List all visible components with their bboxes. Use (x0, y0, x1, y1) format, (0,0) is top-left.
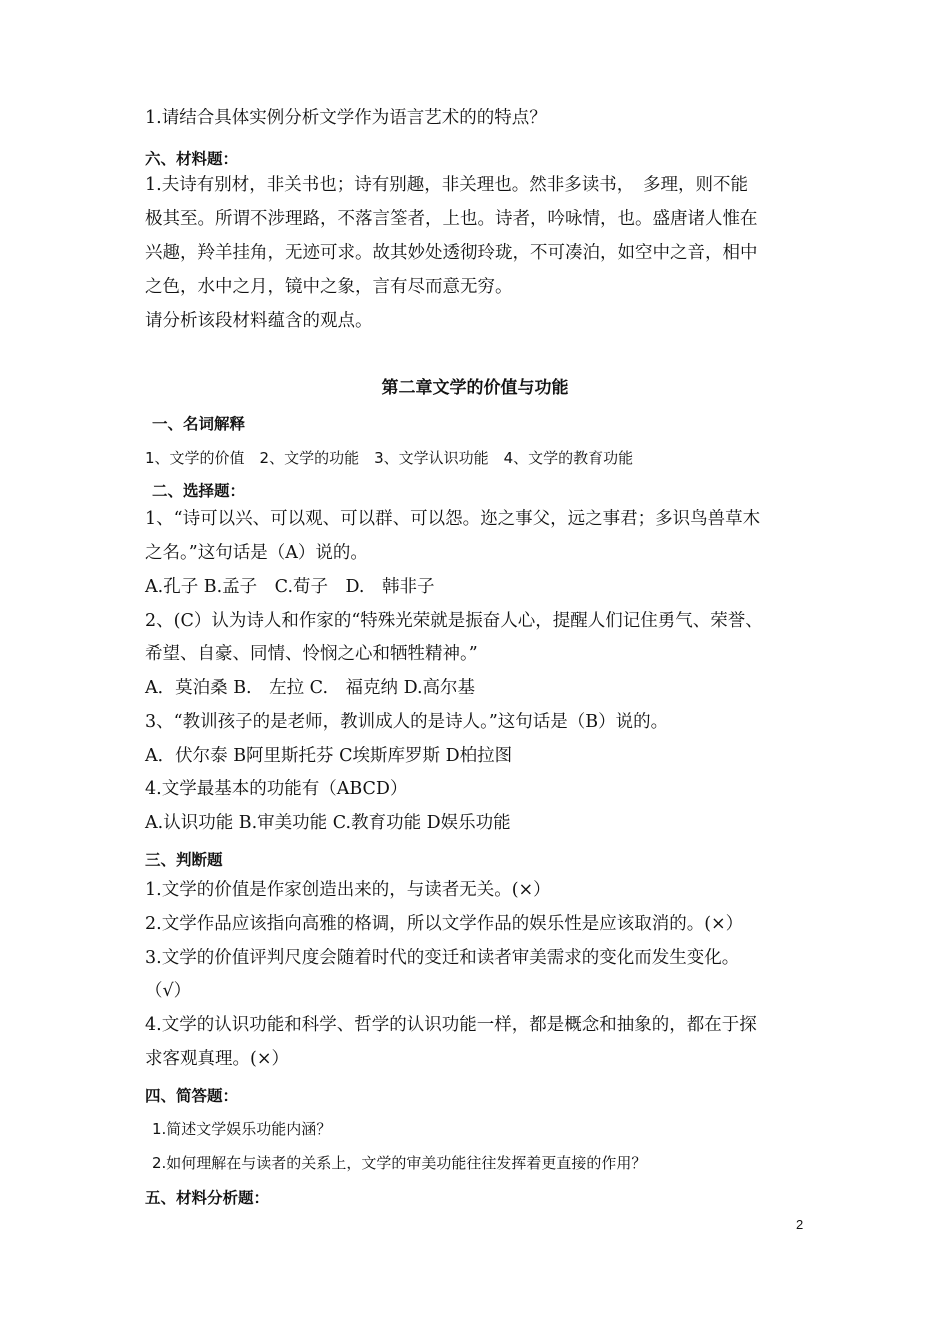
question-line: 2.如何理解在与读者的关系上，文学的审美功能往往发挥着更直接的作用？ (152, 1154, 647, 1172)
options-line: A．莫泊桑 B. 左拉 C. 福克纳 D.高尔基 (145, 678, 476, 698)
section-heading: 六、材料题： (145, 150, 239, 168)
options-line: A.认识功能 B.审美功能 C.教育功能 D娱乐功能 (145, 813, 511, 833)
judgment-line: 2.文学作品应该指向高雅的格调，所以文学作品的娱乐性是应该取消的。(×） (145, 914, 744, 934)
material-line: 之色，水中之月，镜中之象，言有尽而意无穷。 (145, 277, 513, 297)
question-line: 之名。”这句话是（A）说的。 (145, 543, 368, 563)
material-line: 1.夫诗有别材，非关书也；诗有别趣，非关理也。然非多读书， 多理，则不能 (145, 175, 748, 195)
options-line: A．伏尔泰 B阿里斯托芬 C埃斯库罗斯 D柏拉图 (145, 746, 513, 766)
judgment-line: 1.文学的价值是作家创造出来的，与读者无关。(×） (145, 880, 551, 900)
question-line: 希望、自豪、同情、怜悯之心和牺牲精神。” (145, 644, 478, 664)
judgment-line: 3.文学的价值评判尺度会随着时代的变迁和读者审美需求的变化而发生变化。 (145, 948, 740, 968)
question-line: 4.文学最基本的功能有（ABCD） (145, 779, 408, 799)
section-heading: 二、选择题： (152, 482, 246, 500)
section-heading: 四、简答题： (145, 1087, 239, 1105)
material-line: 极其至。所谓不涉理路，不落言筌者，上也。诗者，吟咏情，也。盛唐诸人惟在 (145, 209, 758, 229)
judgment-line: 4.文学的认识功能和科学、哲学的认识功能一样，都是概念和抽象的，都在于探 (145, 1015, 757, 1035)
question-line: 1、“诗可以兴、可以观、可以群、可以怨。迩之事父，远之事君；多识鸟兽草木 (145, 509, 761, 529)
question-line: 3、“教训孩子的是老师，教训成人的是诗人。”这句话是（B）说的。 (145, 712, 669, 732)
term-list: 1、文学的价值 2、文学的功能 3、文学认识功能 4、文学的教育功能 (145, 449, 634, 467)
chapter-title: 第二章文学的价值与功能 (381, 378, 569, 398)
page-number: 2 (796, 1217, 804, 1232)
material-line: 兴趣，羚羊挂角，无迹可求。故其妙处透彻玲珑，不可凑泊，如空中之音，相中 (145, 243, 758, 263)
question-line: 1.请结合具体实例分析文学作为语言艺术的的特点？ (145, 108, 547, 128)
question-line: 1.简述文学娱乐功能内涵？ (152, 1120, 332, 1138)
material-line: 请分析该段材料蕴含的观点。 (145, 311, 373, 331)
judgment-line: 求客观真理。(×） (145, 1049, 289, 1069)
section-heading: 五、材料分析题： (145, 1189, 270, 1207)
question-line: 2、(C）认为诗人和作家的“特殊光荣就是振奋人心，提醒人们记住勇气、荣誉、 (145, 611, 763, 631)
section-heading: 一、名词解释 (152, 415, 246, 433)
section-heading: 三、判断题 (145, 851, 223, 869)
options-line: A.孔子 B.孟子 C.荀子 D. 韩非子 (145, 577, 435, 597)
judgment-line: （√） (145, 981, 192, 1001)
